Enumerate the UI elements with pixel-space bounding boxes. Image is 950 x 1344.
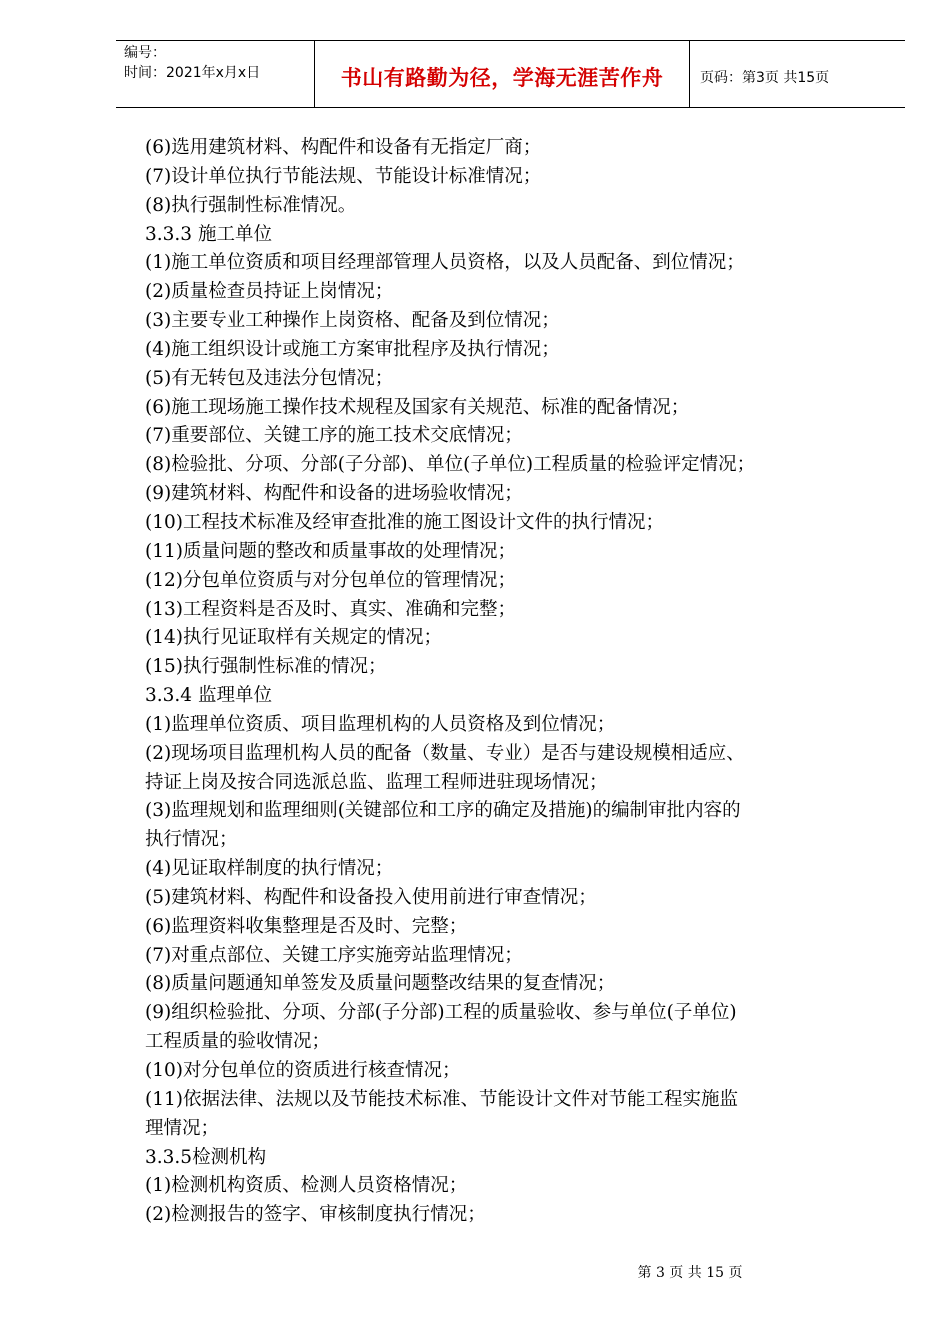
body-line: (8)执行强制性标准情况。 bbox=[145, 194, 357, 216]
body-line: 持证上岗及按合同选派总监、监理工程师进驻现场情况； bbox=[145, 771, 608, 793]
body-line: (6)施工现场施工操作技术规程及国家有关规范、标准的配备情况； bbox=[145, 396, 690, 418]
body-line: (1)施工单位资质和项目经理部管理人员资格，以及人员配备、到位情况； bbox=[145, 252, 745, 274]
body-line: (7)设计单位执行节能法规、节能设计标准情况； bbox=[145, 165, 542, 187]
body-line: 理情况； bbox=[145, 1117, 220, 1139]
footer-page-number: 第 3 页 共 15 页 bbox=[637, 1265, 743, 1281]
body-line: (8)检验批、分项、分部(子分部)、单位(子单位)工程质量的检验评定情况； bbox=[145, 454, 756, 476]
header-page-info: 页码：第3页 共15页 bbox=[700, 70, 830, 86]
page-footer bbox=[0, 1262, 950, 1282]
document-time-label: 时间：2021年x月x日 bbox=[124, 65, 261, 81]
body-line: (10)工程技术标准及经审查批准的施工图设计文件的执行情况； bbox=[145, 511, 664, 533]
body-line: (4)见证取样制度的执行情况； bbox=[145, 858, 394, 880]
body-line: (4)施工组织设计或施工方案审批程序及执行情况； bbox=[145, 338, 560, 360]
body-line: (5)有无转包及违法分包情况； bbox=[145, 367, 394, 389]
body-line: (11)质量问题的整改和质量事故的处理情况； bbox=[145, 540, 516, 562]
body-line: (15)执行强制性标准的情况； bbox=[145, 656, 387, 678]
document-body bbox=[145, 134, 885, 1230]
body-line: (9)建筑材料、构配件和设备的进场验收情况； bbox=[145, 483, 523, 505]
header-page-info-cell bbox=[690, 41, 905, 107]
header-meta bbox=[116, 41, 315, 107]
document-number-label: 编号： bbox=[124, 45, 166, 61]
body-line: (11)依据法律、法规以及节能技术标准、节能设计文件对节能工程实施监 bbox=[145, 1088, 738, 1110]
body-line: (1)检测机构资质、检测人员资格情况； bbox=[145, 1175, 468, 1197]
body-line: (13)工程资料是否及时、真实、准确和完整； bbox=[145, 598, 516, 620]
page-header bbox=[116, 40, 905, 108]
header-motto-cell bbox=[315, 41, 690, 107]
body-line: 执行情况； bbox=[145, 829, 238, 851]
body-line: (7)对重点部位、关键工序实施旁站监理情况； bbox=[145, 944, 523, 966]
body-line: (8)质量问题通知单签发及质量问题整改结果的复查情况； bbox=[145, 973, 616, 995]
header-motto: 书山有路勤为径，学海无涯苦作舟 bbox=[340, 66, 664, 90]
body-line: (7)重要部位、关键工序的施工技术交底情况； bbox=[145, 425, 523, 447]
body-line: 工程质量的验收情况； bbox=[145, 1031, 331, 1053]
body-line: (3)主要专业工种操作上岗资格、配备及到位情况； bbox=[145, 310, 560, 332]
body-line: (14)执行见证取样有关规定的情况； bbox=[145, 627, 442, 649]
body-line: (10)对分包单位的资质进行核查情况； bbox=[145, 1060, 461, 1081]
body-line: (6)选用建筑材料、构配件和设备有无指定厂商； bbox=[145, 137, 542, 158]
body-line: (9)组织检验批、分项、分部(子分部)工程的质量验收、参与单位(子单位) bbox=[145, 1002, 737, 1024]
body-line: (3)监理规划和监理细则(关键部位和工序的确定及措施)的编制审批内容的 bbox=[145, 800, 741, 822]
section-heading: 3.3.4 监理单位 bbox=[145, 685, 272, 707]
body-line: (6)监理资料收集整理是否及时、完整； bbox=[145, 915, 468, 937]
body-line: (2)现场项目监理机构人员的配备（数量、专业）是否与建设规模相适应、 bbox=[145, 742, 745, 764]
body-line: (1)监理单位资质、项目监理机构的人员资格及到位情况； bbox=[145, 713, 616, 735]
section-heading: 3.3.5检测机构 bbox=[145, 1146, 267, 1168]
body-line: (5)建筑材料、构配件和设备投入使用前进行审查情况； bbox=[145, 886, 597, 908]
section-heading: 3.3.3 施工单位 bbox=[145, 223, 272, 245]
body-line: (12)分包单位资质与对分包单位的管理情况； bbox=[145, 569, 516, 591]
body-line: (2)质量检查员持证上岗情况； bbox=[145, 281, 394, 303]
body-line: (2)检测报告的签字、审核制度执行情况； bbox=[145, 1204, 486, 1226]
